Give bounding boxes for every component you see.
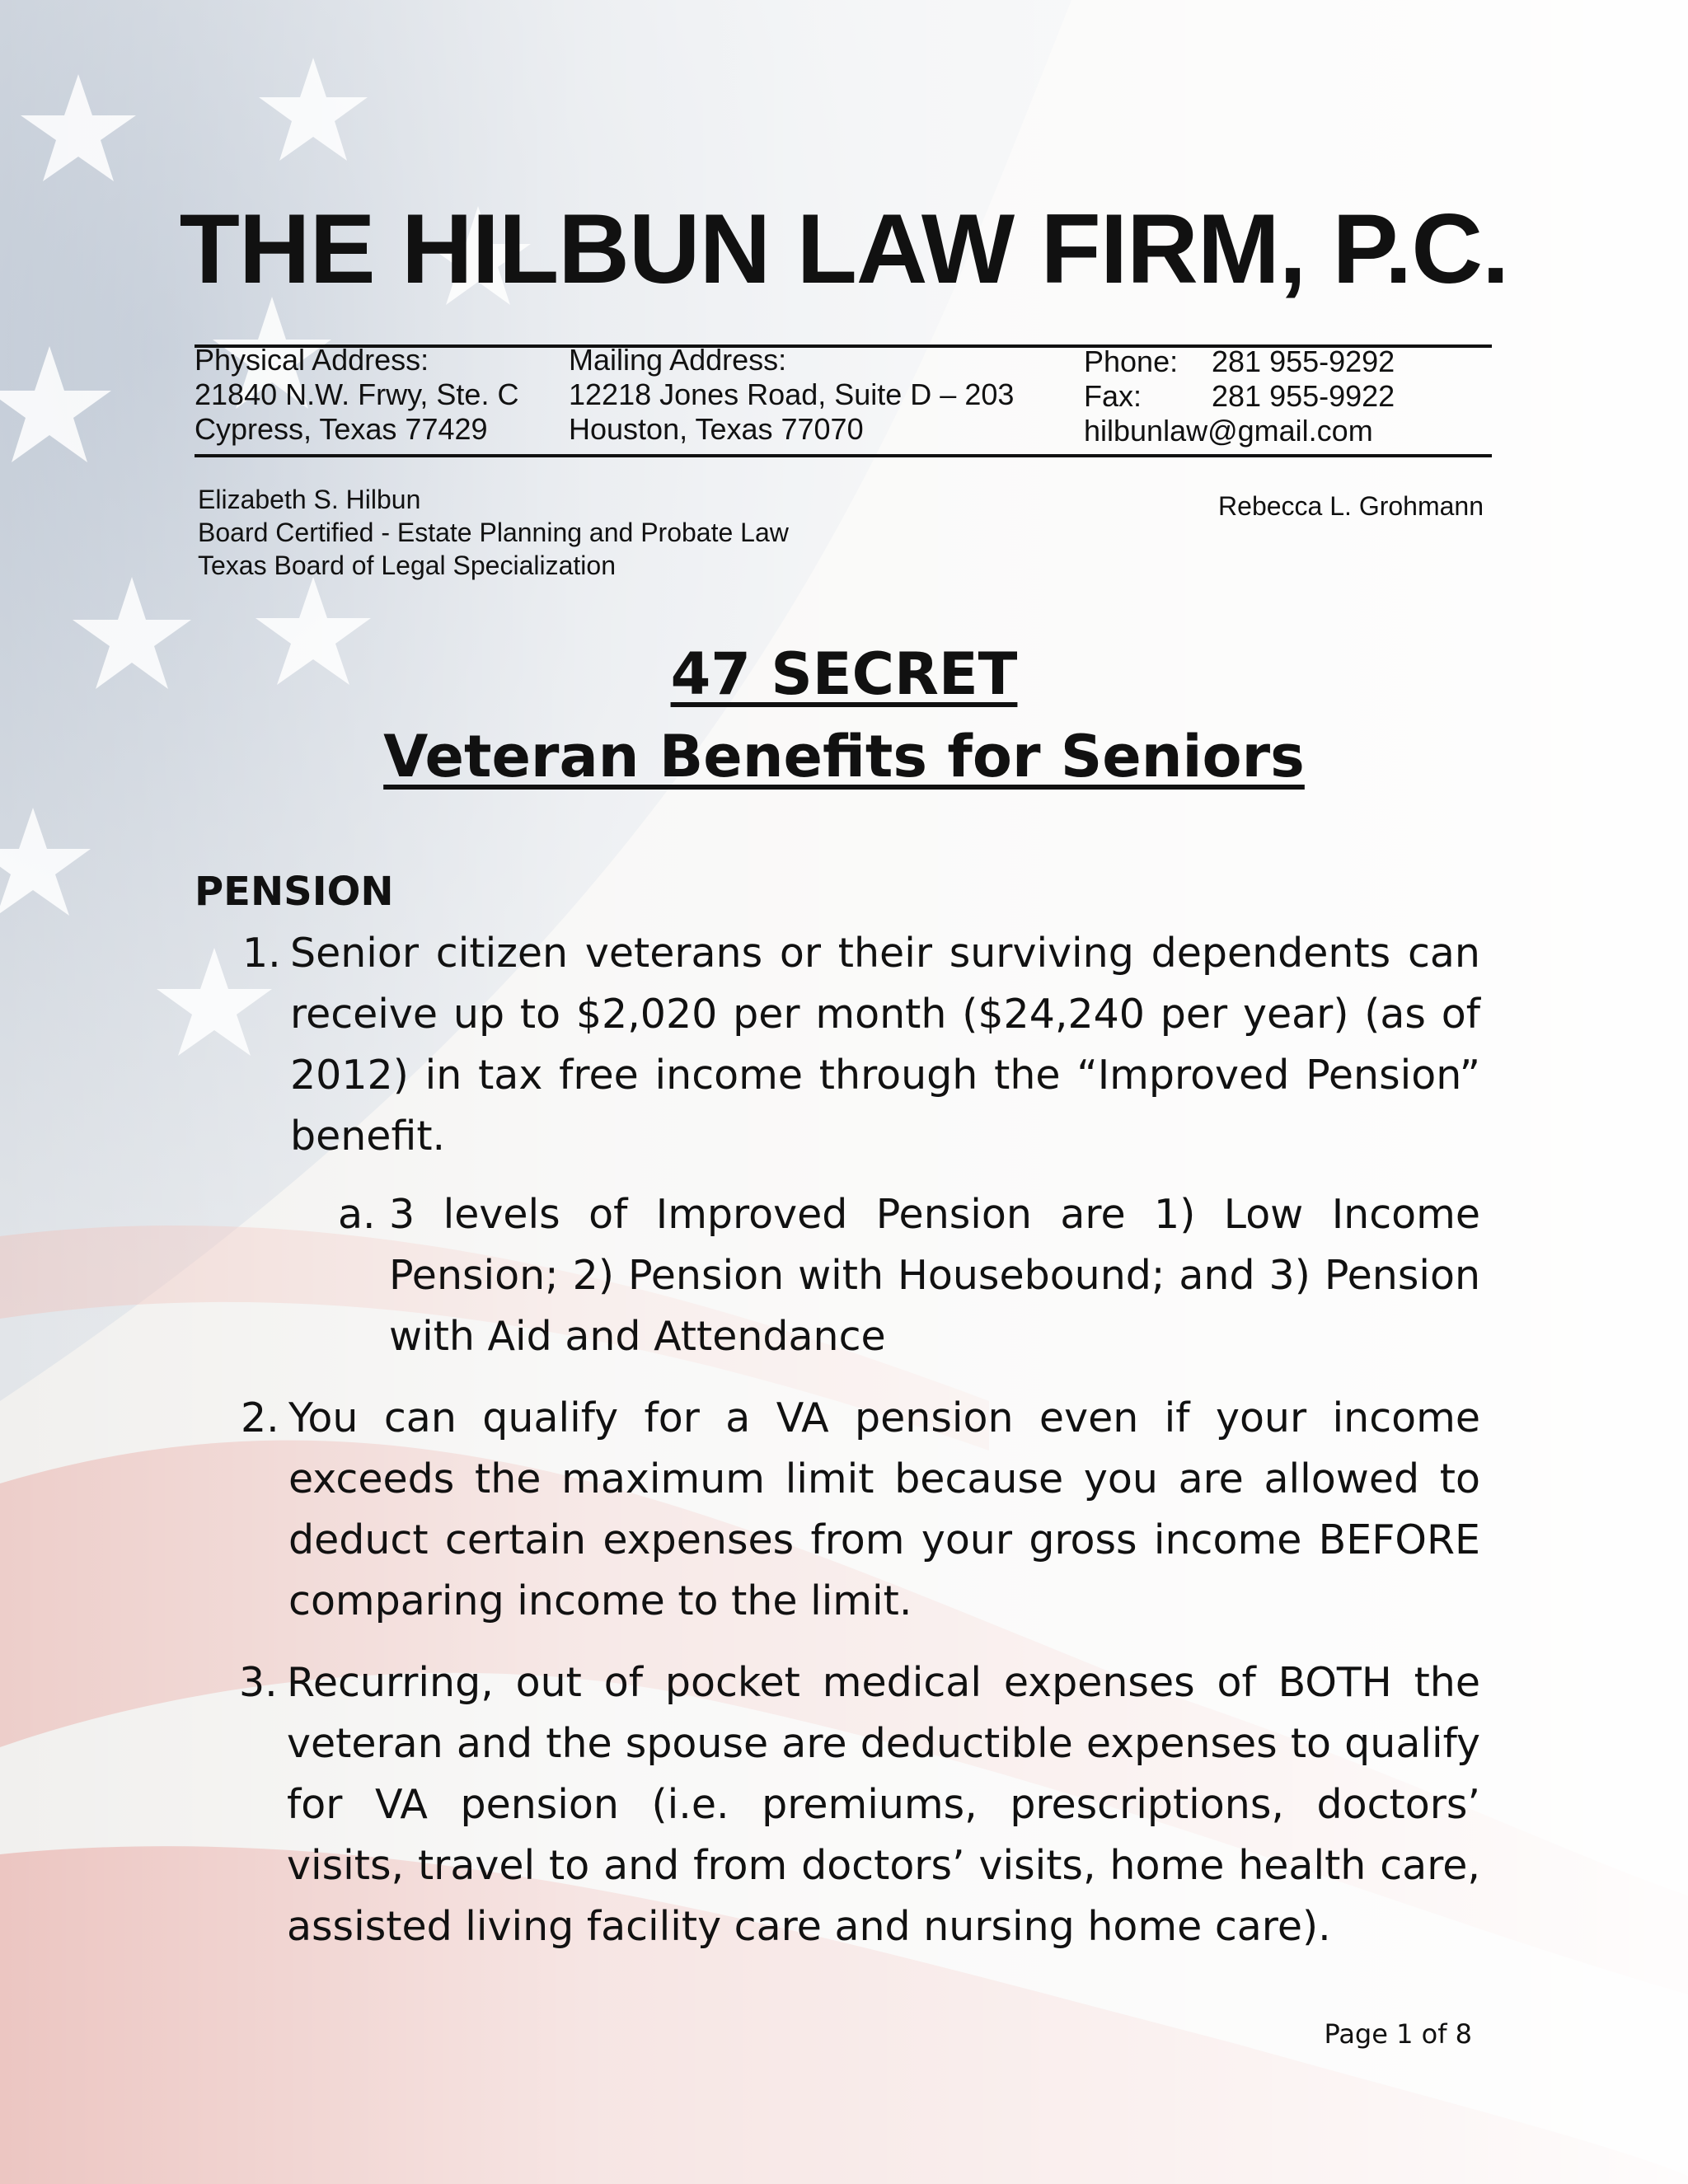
mailing-address-label: Mailing Address: bbox=[569, 343, 787, 377]
mailing-address-line1: 12218 Jones Road, Suite D – 203 bbox=[569, 377, 1015, 411]
header-bottom-rule bbox=[195, 454, 1492, 457]
document-title-line1: 47 SECRET bbox=[670, 640, 1018, 708]
list-item bbox=[239, 1652, 1480, 1957]
list-item-number: 1. bbox=[242, 930, 281, 977]
list-item-text: Recurring, out of pocket medical expenses of BOTH the veteran and the spouse are deductible expenses to qualify for VA pension (i.e. premiums, prescriptions, doctors’ visits, travel to and from doctors’ visits, home health care, assisted living facility care and nursing home care). bbox=[287, 1659, 1480, 1950]
physical-address-line1: 21840 N.W. Frwy, Ste. C bbox=[195, 377, 519, 411]
list-item-number: 3. bbox=[239, 1659, 278, 1706]
list-item-number: 2. bbox=[241, 1394, 279, 1441]
attorney-left-block bbox=[198, 483, 789, 582]
list-item-text: Senior citizen veterans or their surviving dependents can receive up to $2,020 per month ($24,240 per year) (as of 2012) in tax free income through the “Improved Pension” benefit. bbox=[290, 930, 1480, 1160]
firm-name: THE HILBUN LAW FIRM, P.C. bbox=[179, 194, 1509, 304]
list-item bbox=[241, 1388, 1480, 1632]
attorney-right-name: Rebecca L. Grohmann bbox=[1218, 491, 1484, 521]
section-heading: PENSION bbox=[195, 869, 394, 915]
fax-number: 281 955-9922 bbox=[1212, 379, 1395, 413]
fax-label: Fax: bbox=[1084, 379, 1142, 413]
mailing-address-block bbox=[569, 343, 1014, 447]
attorney-left-name: Elizabeth S. Hilbun bbox=[198, 485, 421, 514]
phone-label: Phone: bbox=[1084, 344, 1179, 378]
attorney-left-certification: Board Certified - Estate Planning and Probate Law bbox=[198, 518, 789, 547]
page-number: Page 1 of 8 bbox=[1324, 2018, 1472, 2050]
physical-address-line2: Cypress, Texas 77429 bbox=[195, 412, 488, 446]
list-item bbox=[338, 1184, 1480, 1367]
list-item bbox=[242, 923, 1480, 1167]
list-item-text: You can qualify for a VA pension even if your income exceeds the maximum limit because you are allowed to deduct certain expenses from your gross income BEFORE comparing income to the limit. bbox=[288, 1394, 1480, 1624]
list-item-number: a. bbox=[338, 1191, 376, 1238]
list-item-text: 3 levels of Improved Pension are 1) Low Income Pension; 2) Pension with Housebound; and 3) Pension with Aid and Attendance bbox=[389, 1191, 1480, 1360]
physical-address-block bbox=[195, 343, 518, 447]
email-address: hilbunlaw@gmail.com bbox=[1084, 414, 1373, 448]
phone-number: 281 955-9292 bbox=[1212, 344, 1395, 378]
attorney-left-board: Texas Board of Legal Specialization bbox=[198, 551, 616, 580]
contact-block bbox=[1084, 344, 1395, 448]
document-title-line2: Veteran Benefits for Seniors bbox=[383, 723, 1305, 790]
mailing-address-line2: Houston, Texas 77070 bbox=[569, 412, 864, 446]
physical-address-label: Physical Address: bbox=[195, 343, 429, 377]
